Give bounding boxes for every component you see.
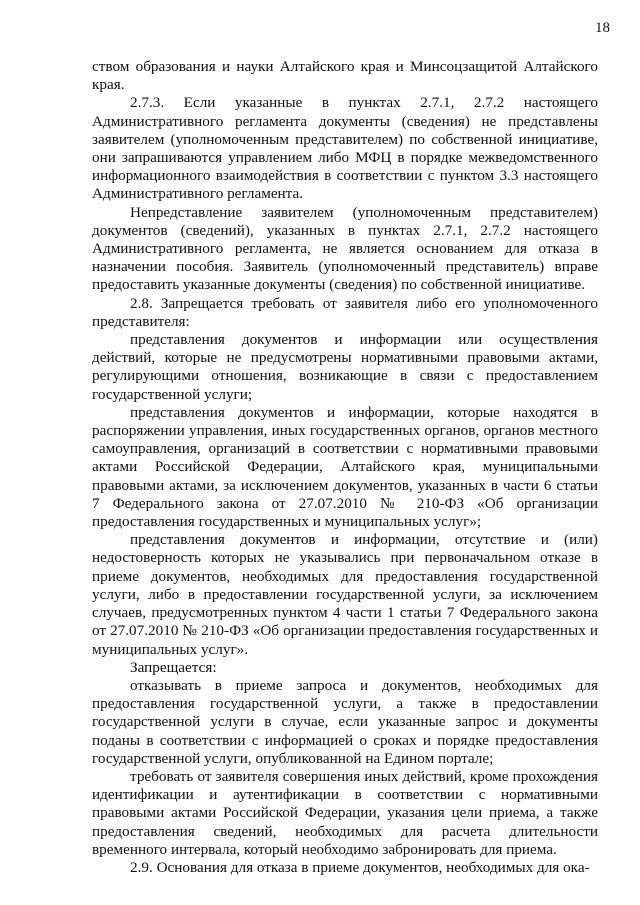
- paragraph-prohibited-heading: Запрещается:: [130, 658, 217, 676]
- document-body: [92, 58, 598, 877]
- paragraph-2-9: 2.9. Основания для отказа в приеме документов, необходимых для ока-: [130, 858, 590, 876]
- paragraph-2-8: 2.8. Запрещается требовать от заявителя либо его уполномоченного представителя:: [92, 294, 598, 330]
- paragraph-list-item-2: представления документов и информации, которые находятся в распоряжении управления, иных государственных органов, органов местного самоуправления, организаций в соответствии с нормативными правовыми актами Российской Федерации, Алтайского края, муниципальными правовыми актами, за исключением документов, указанных в части 6 статьи 7 Федерального закона от 27.07.2010 № 210-ФЗ «Об организации предоставления государственных и муниципальных услуг»;: [92, 403, 598, 531]
- paragraph-prohibited-item-2: требовать от заявителя совершения иных действий, кроме прохождения идентификации и аутентификации в соответствии с нормативными правовыми актами Российской Федерации, указания цели приема, а также предоставления сведений, необходимых для расчета длительности временного интервала, который необходимо забронировать для приема.: [92, 767, 598, 858]
- paragraph-list-item-3: представления документов и информации, отсутствие и (или) недостоверность которых не указывались при первоначальном отказе в приеме документов, необходимых для предоставления государственной услуги, либо в предоставлении государственной услуги, за исключением случаев, предусмотренных пунктом 4 части 1 статьи 7 Федерального закона от 27.07.2010 № 210-ФЗ «Об организации предоставления государственных и муниципальных услуг».: [92, 531, 598, 658]
- paragraph-non-submission: Непредставление заявителем (уполномоченным представителем) документов (сведений), указанных в пунктах 2.7.1, 2.7.2 настоящего Административного регламента, не является основанием для отказа в назначении пособия. Заявитель (уполномоченный представитель) вправе предоставить указанные документы (сведения) по собственной инициативе.: [92, 203, 598, 294]
- paragraph-2-7-3: 2.7.3. Если указанные в пунктах 2.7.1, 2.7.2 настоящего Административного регламента документы (сведения) не представлены заявителем (уполномоченным представителем) по собственной инициативе, они запрашиваются управлением либо МФЦ в порядке межведомственного информационного взаимодействия в соответствии с пунктом 3.3 настоящего Административного регламента.: [92, 94, 598, 203]
- paragraph-continuation: ством образования и науки Алтайского края и Минсоцзащитой Алтайского края.: [92, 58, 598, 94]
- paragraph-list-item-1: представления документов и информации или осуществления действий, которые не предусмотрены нормативными правовыми актами, регулирующими отношения, возникающие в связи с предоставлением государственной услуги;: [92, 331, 598, 403]
- paragraph-prohibited-item-1: отказывать в приеме запроса и документов, необходимых для предоставления государственной услуги, а также в предоставлении государственной услуги в случае, если указанные запрос и документы поданы в соответствии с информацией о сроках и порядке предоставления государственной услуги, опубликованной на Едином портале;: [92, 676, 598, 767]
- page-number: 18: [595, 20, 610, 36]
